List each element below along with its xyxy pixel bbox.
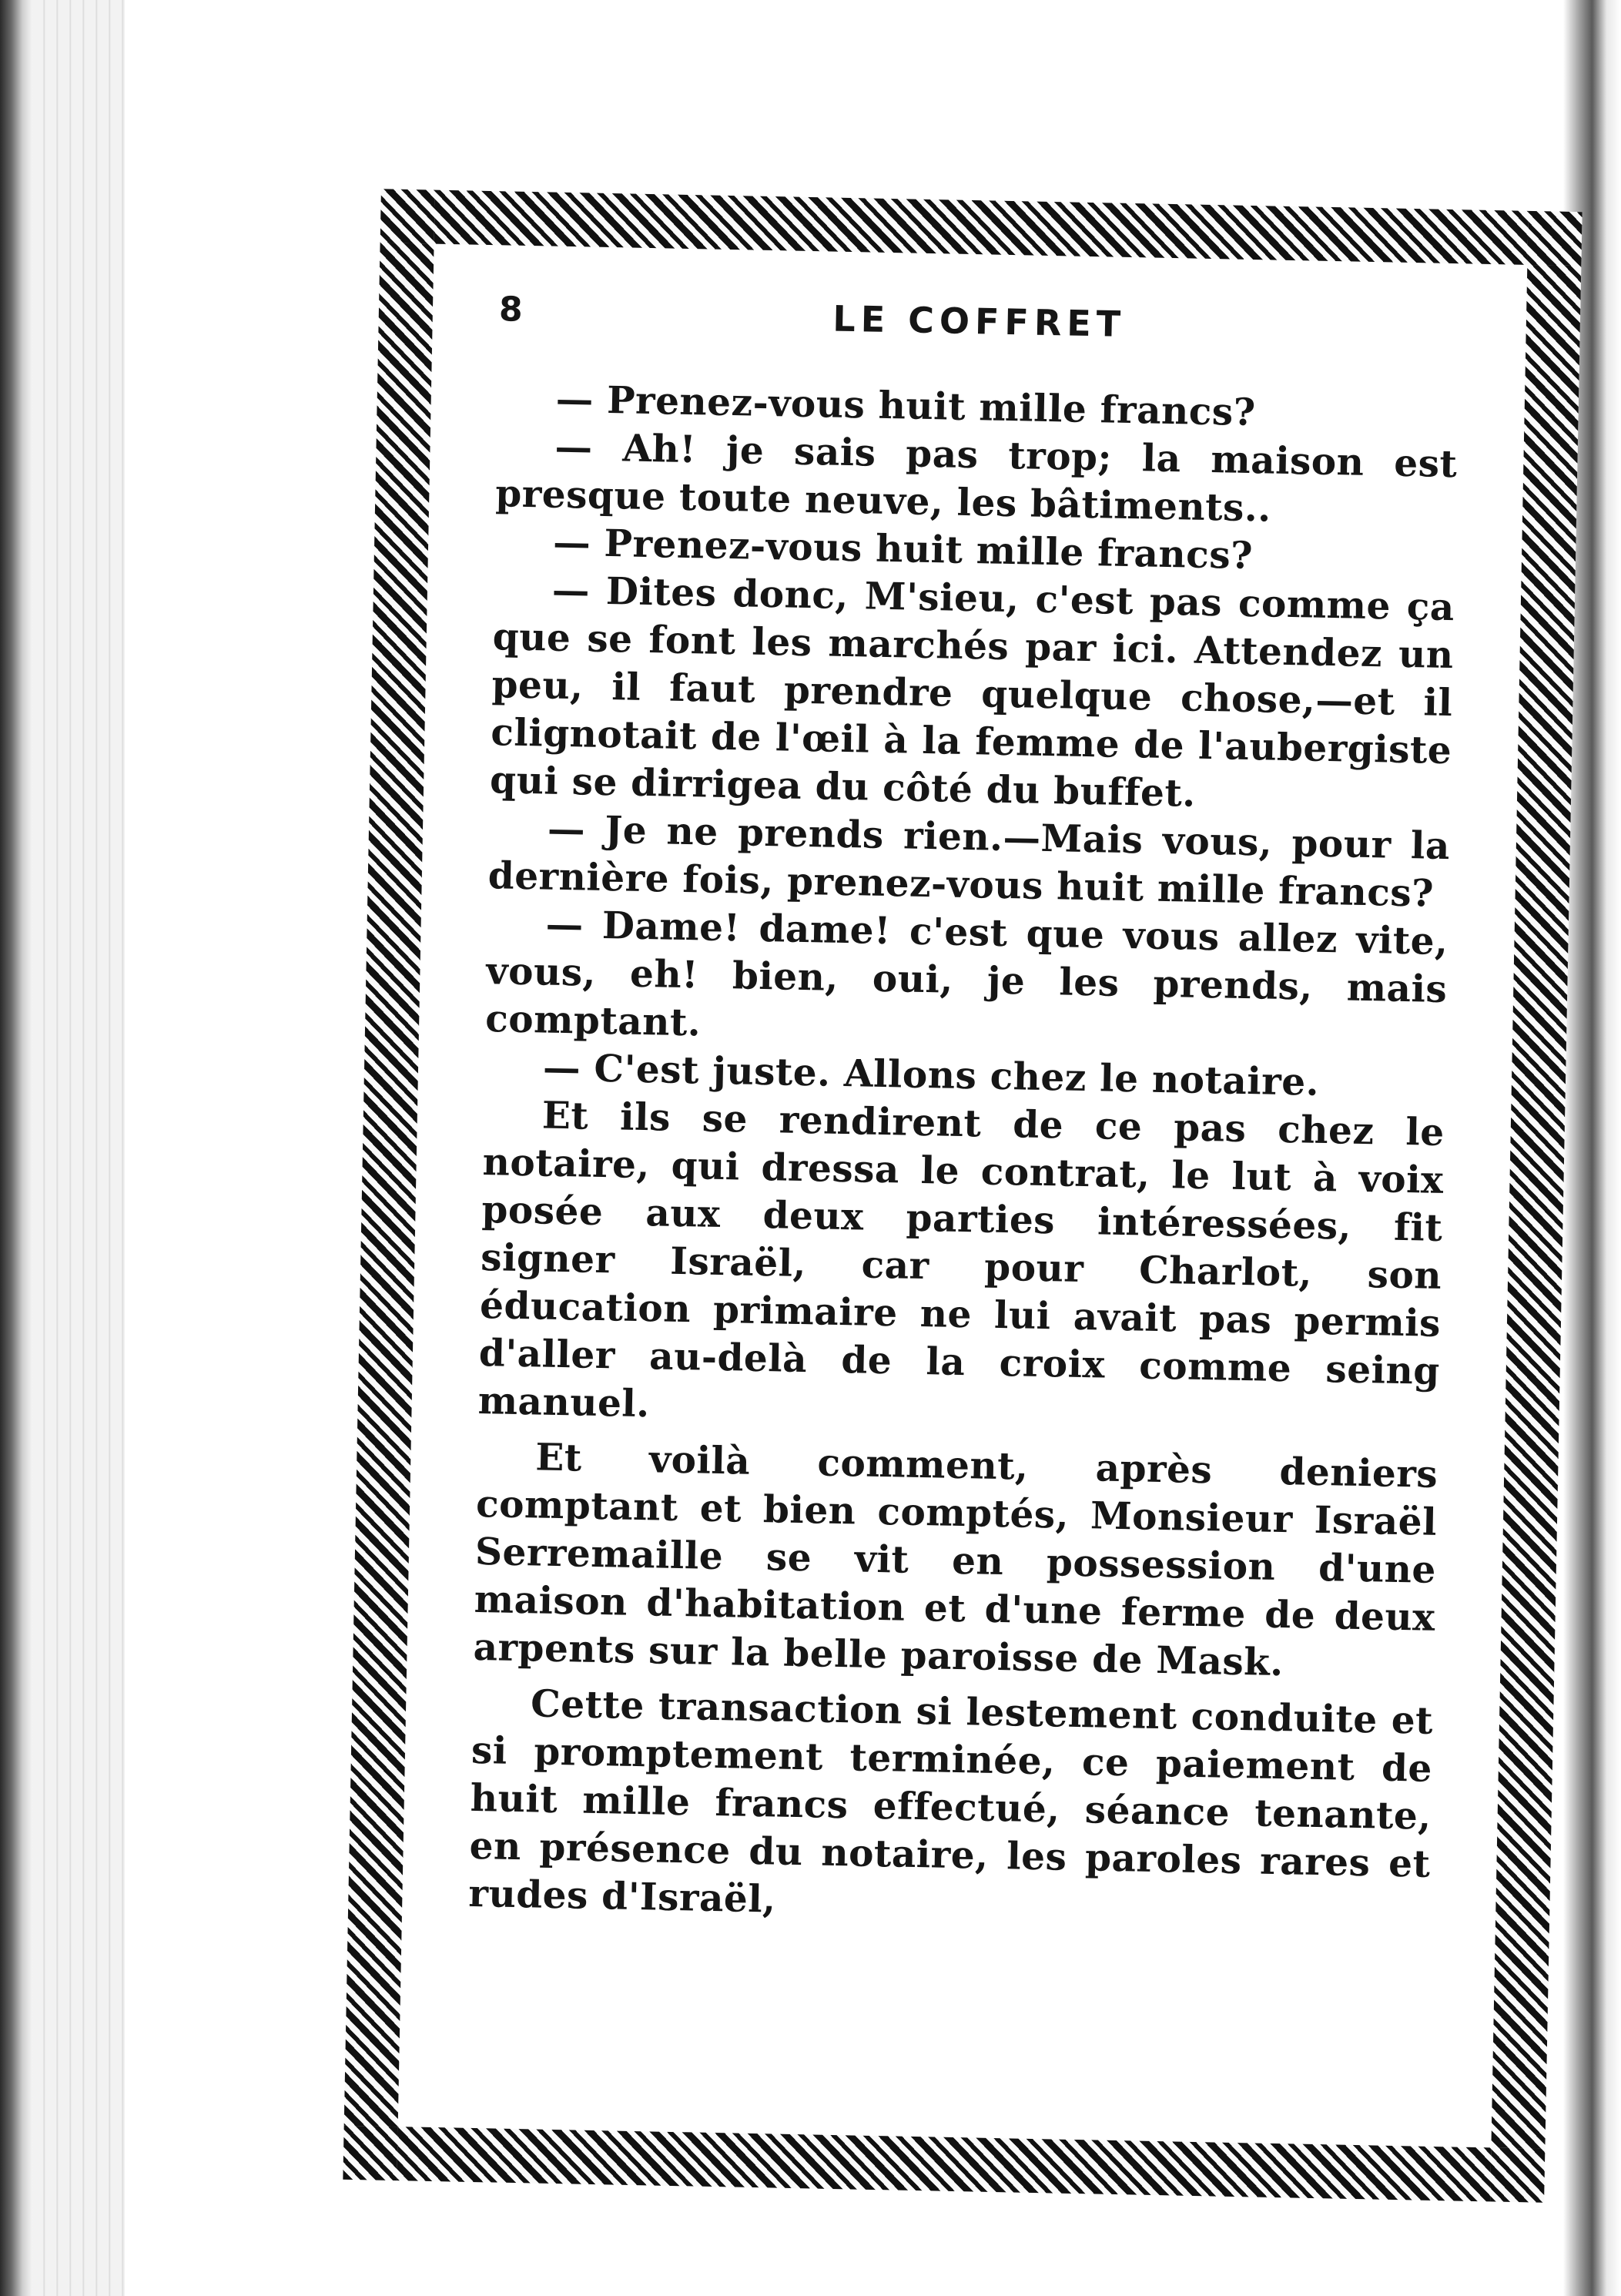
page-number: 8 <box>498 290 524 330</box>
ornamental-page-frame <box>343 189 1582 2202</box>
running-title: LE COFFRET <box>832 297 1127 345</box>
paragraph: — Prenez-vous huit mille francs? <box>555 377 1257 435</box>
scan-binding-shadow <box>0 0 32 2296</box>
paragraph: Et ils se rendirent de ce pas chez le notaire, qui dressa le contrat, le lut à voix posée aux deux parties intéressées, fit signer Israël, car pour Charlot, son éducation primaire ne lui avait pas permis d'aller au-delà de la croix comme seing manuel. <box>477 1093 1445 1426</box>
paragraph: — Ah! je sais pas trop; la maison est presque toute neuve, les bâtiments.. <box>494 424 1458 531</box>
paragraph: — Prenez-vous huit mille francs? <box>552 520 1254 578</box>
page-content <box>398 244 1528 2148</box>
body-text <box>468 374 1459 1936</box>
scan-page-stack <box>32 0 125 2296</box>
paragraph: — Dites donc, M'sieu, c'est pas comme ça que se font les marchés par ici. Attendez un peu, il faut prendre quelque chose,—et il clignotait de l'œil à la femme de l'aubergiste qui se dirrigea du côté du buffet. <box>489 568 1455 816</box>
paragraph: Cette transaction si lestement conduite et si promptement terminée, ce paiement de huit mille francs effectué, séance tenante, en présence du notaire, les paroles rares et rudes d'Israël, <box>467 1681 1434 1922</box>
paragraph: — Je ne prends rien.—Mais vous, pour la dernière fois, prenez-vous huit mille francs? <box>487 806 1451 916</box>
running-head <box>498 290 1460 362</box>
paragraph: — Dame! dame! c'est que vous allez vite, vous, eh! bien, oui, je les prends, mais comptant. <box>484 902 1449 1045</box>
paragraph: — C'est juste. Allons chez le notaire. <box>542 1045 1320 1104</box>
paragraph: Et voilà comment, après deniers comptant et bien comptés, Monsieur Israël Serremaille se vit en possession d'une maison d'habitation et d'une ferme de deux arpents sur la belle paroisse de Mask. <box>473 1435 1438 1685</box>
